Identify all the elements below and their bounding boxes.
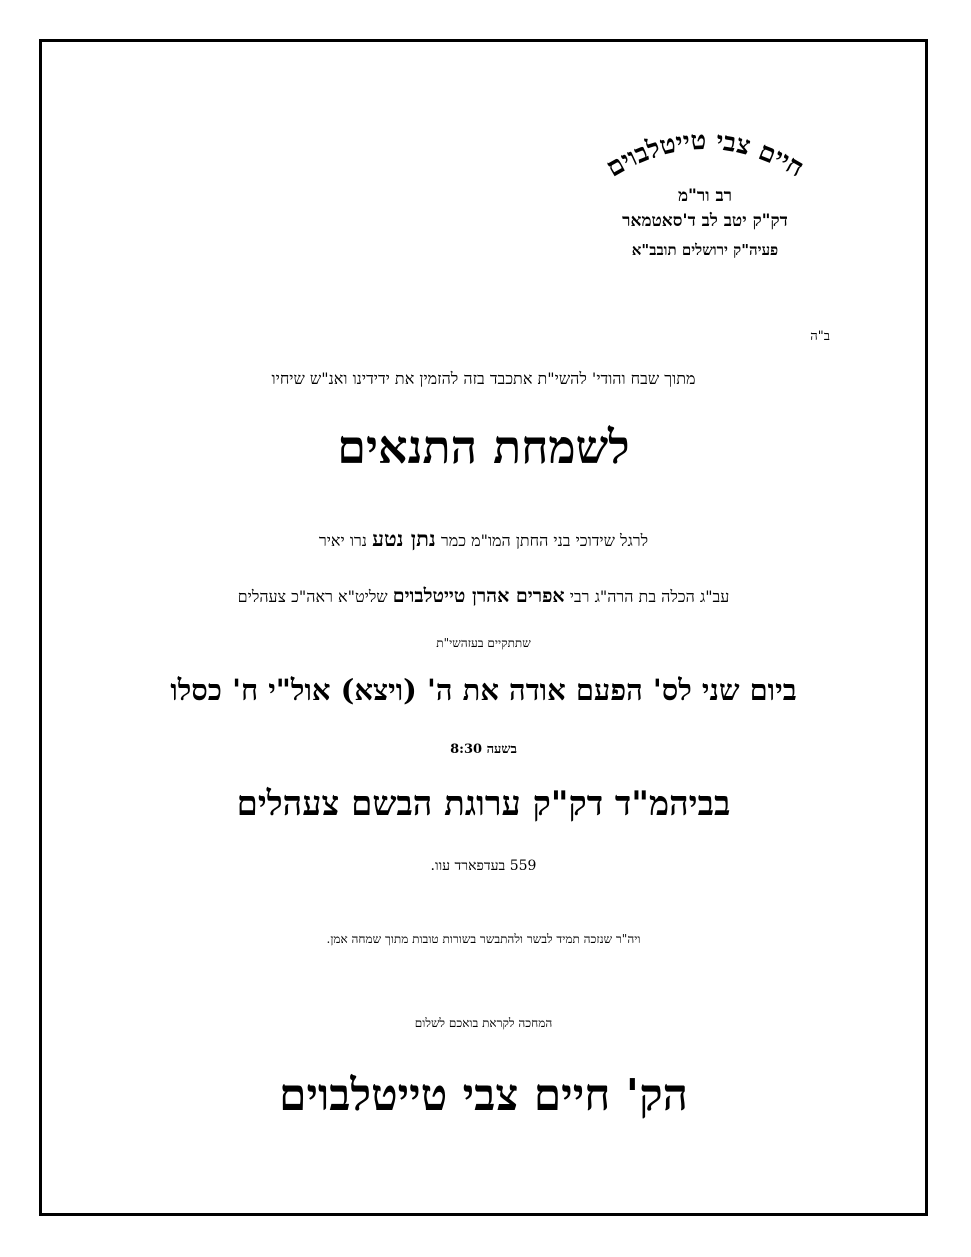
letterhead-name: חיים צבי טייטלבוים	[601, 125, 809, 184]
groom-line-pre: לרגל שידוכי בני החתן המו"מ כמר	[435, 531, 649, 550]
event-title: לשמחת התנאים	[337, 420, 630, 474]
groom-line-post: נרו יאיר	[318, 531, 373, 550]
address: 559 בעדפארד עוו.	[430, 858, 537, 874]
bh-mark: ב"ה	[810, 329, 830, 344]
awaiting-line: המחכה לקראת בואכם לשלום	[414, 1016, 553, 1030]
signature: הק' חיים צבי טייטלבוים	[279, 1070, 688, 1121]
groom-name: נתן נטע	[372, 526, 436, 551]
letterhead-line-1: רב ור"מ	[677, 186, 733, 206]
letterhead-line-3: פעיה"ק ירושלים תובב"א	[631, 241, 779, 259]
date-line: ביום שני לס' הפעם אודה את ה' (ויצא) אול"י ח' כסלו	[170, 673, 797, 707]
letterhead-line-2: דק"ק יטב לב ד'סאטמאר	[622, 211, 788, 231]
blessing-line: ויה"ר שנזכה תמיד לבשר ולהתבשר בשורות טובות מתוך שמחה אמן.	[326, 932, 641, 946]
groom-line	[39, 526, 928, 552]
bride-line	[39, 585, 928, 608]
bride-line-pre: עב"ג הכלה בת הרה"ג רבי	[564, 587, 730, 606]
opening-line: מתוך שבח והודי' להשי"ת אתכבד בזה להזמין את ידידינו ואנ"ש שיחיו	[271, 369, 696, 388]
venue: בביהמ"ד דק"ק ערוגת הבשם צעהלים	[236, 784, 731, 824]
bride-line-post: שליט"א ראה"כ צעהלים	[237, 587, 393, 606]
will-be-held: שתתקיים בעזהשי"ת	[436, 636, 531, 650]
bride-father-name: אפרים אהרן טייטלבוים	[392, 585, 565, 607]
svg-text:חיים צבי טייטלבוים	[601, 126, 809, 184]
time-line: בשעה 8:30	[450, 742, 517, 757]
